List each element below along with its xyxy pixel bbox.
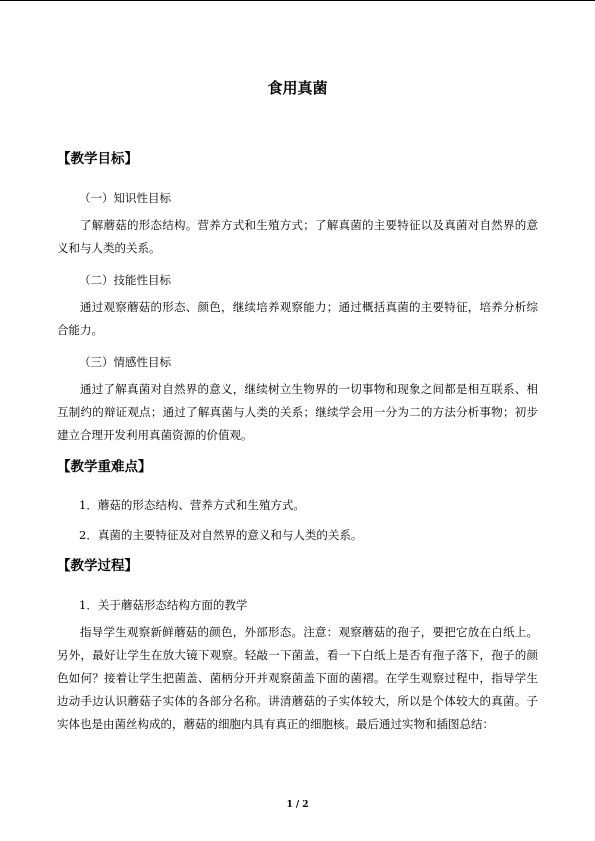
skill-goal-label: （二）技能性目标 [79, 273, 171, 287]
page-title: 食用真菌 [267, 79, 328, 97]
section-heading-process: 【教学过程】 [57, 558, 138, 574]
knowledge-goal-text: 了解蘑菇的形态结构。营养方式和生殖方式；了解真菌的主要特征以及真菌对自然界的意义和与人类的关系。 [57, 218, 538, 255]
page-number: 1 / 2 [286, 800, 309, 810]
knowledge-goal-label: （一）知识性目标 [79, 191, 171, 205]
process-step-label: 1．关于蘑菇形态结构方面的教学 [79, 598, 248, 612]
emotion-goal-text: 通过了解真菌对自然界的意义，继续树立生物界的一切事物和现象之间都是相互联系、相互制约的辩证观点；通过了解真菌与人类的关系；继续学会用一分为二的方法分析事物；初步建立合理开发利用真菌资源的价值观。 [57, 382, 538, 442]
key-point-item: 1．蘑菇的形态结构、营养方式和生殖方式。 [79, 498, 305, 512]
skill-goal-text: 通过观察蘑菇的形态、颜色，继续培养观察能力；通过概括真菌的主要特征，培养分析综合能力。 [57, 300, 538, 337]
emotion-goal-label: （三）情感性目标 [79, 355, 171, 369]
header-rule [0, 0, 595, 1]
process-step-text: 指导学生观察新鲜蘑菇的颜色，外部形态。注意：观察蘑菇的孢子，要把它放在白纸上。另外，最好让学生在放大镜下观察。轻敲一下菌盖，看一下白纸上是否有孢子落下，孢子的颜色如何？接着让学生把菌盖、菌柄分开并观察菌盖下面的菌褶。在学生观察过程中，指导学生边动手边认识蘑菇子实体的各部分名称。讲清蘑菇的子实体较大，所以是个体较大的真菌。子实体也是由菌丝构成的，蘑菇的细胞内具有真正的细胞核。最后通过实物和插图总结： [57, 625, 538, 731]
section-heading-goals: 【教学目标】 [57, 151, 138, 167]
key-point-item: 2．真菌的主要特征及对自然界的意义和与人类的关系。 [79, 528, 363, 542]
section-heading-key-points: 【教学重难点】 [57, 459, 152, 475]
